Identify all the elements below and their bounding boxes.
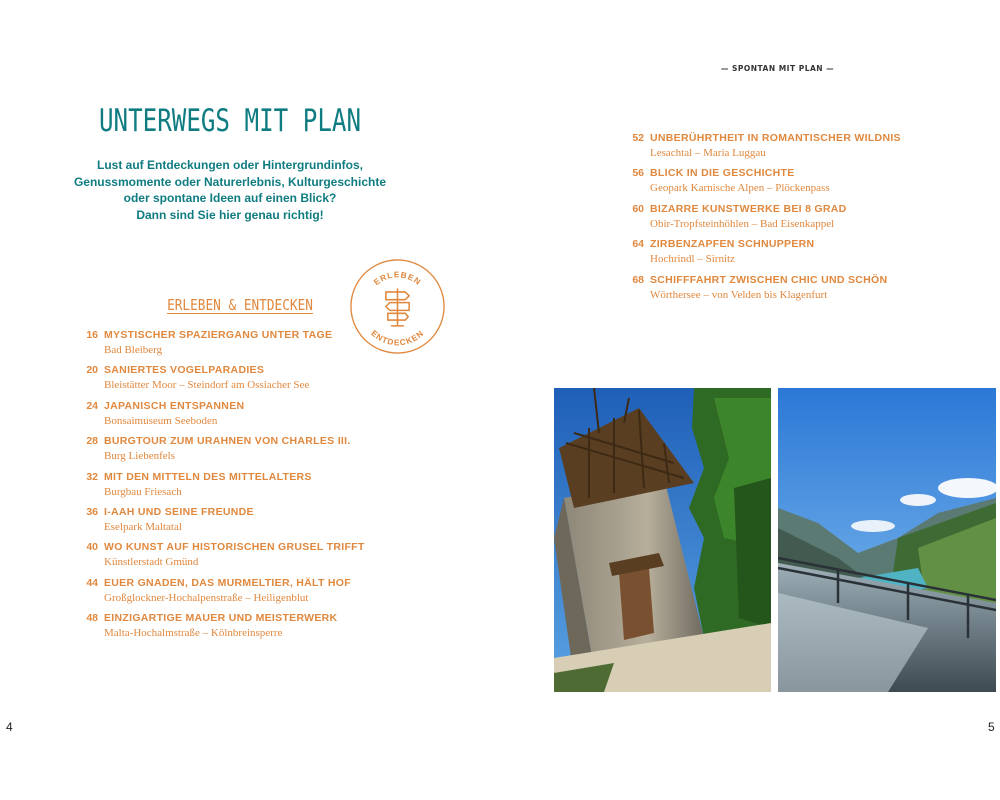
toc-title: SCHIFFFAHRT ZWISCHEN CHIC UND SCHÖN: [650, 273, 888, 286]
toc-title: SANIERTES VOGELPARADIES: [104, 364, 265, 377]
section-heading: ERLEBEN & ENTDECKEN: [167, 296, 313, 314]
toc-page-number: 60: [632, 202, 644, 215]
toc-right: [620, 131, 950, 308]
toc-page-number: 40: [86, 541, 98, 554]
toc-left: [74, 328, 394, 647]
running-head: — SPONTAN MIT PLAN —: [720, 64, 835, 73]
toc-location: Hochrindl – Sirnitz: [650, 253, 735, 266]
intro-line: oder spontane Ideen auf einen Blick?: [123, 191, 337, 205]
toc-title: BURGTOUR ZUM URAHNEN VON CHARLES III.: [104, 435, 351, 448]
toc-page-number: 52: [632, 132, 644, 144]
toc-page-number: 24: [86, 399, 98, 412]
toc-entry[interactable]: [74, 328, 394, 363]
toc-page-number: 68: [632, 273, 644, 286]
toc-entry[interactable]: [74, 434, 394, 469]
intro-text: [60, 157, 400, 223]
toc-page-number: 56: [632, 167, 644, 180]
toc-title: WO KUNST AUF HISTORISCHEN GRUSEL TRIFFT: [104, 541, 365, 554]
stamp-top-text: ERLEBEN: [372, 270, 423, 288]
toc-entry[interactable]: [620, 237, 950, 272]
toc-location: Burg Liebenfels: [104, 450, 175, 463]
toc-page-number: 48: [86, 612, 98, 625]
toc-title: BLICK IN DIE GESCHICHTE: [650, 167, 795, 180]
toc-entry[interactable]: [74, 505, 394, 540]
svg-text:ERLEBEN: [372, 270, 423, 287]
stamp-bottom-text: ENTDECKEN: [369, 328, 426, 348]
toc-location: Lesachtal – Maria Luggau: [650, 147, 766, 159]
page-number-right: 5: [988, 720, 995, 734]
toc-location: Burgbau Friesach: [104, 485, 182, 498]
toc-location: Malta-Hochalmstraße – Kölnbreinsperre: [104, 627, 283, 640]
toc-location: Eselpark Maltatal: [104, 520, 182, 533]
toc-title: EUER GNADEN, DAS MURMELTIER, HÄLT HOF: [104, 576, 351, 589]
toc-entry[interactable]: [74, 611, 394, 646]
toc-entry[interactable]: [620, 202, 950, 237]
signpost-icon: [386, 289, 409, 326]
tower-photo: [554, 388, 771, 692]
toc-entry[interactable]: [74, 363, 394, 398]
toc-entry[interactable]: [620, 273, 950, 308]
toc-page-number: 32: [86, 470, 98, 483]
page-title: UNTERWEGS MIT PLAN: [98, 103, 362, 139]
toc-page-number: 44: [86, 576, 98, 589]
toc-entry[interactable]: [74, 576, 394, 611]
toc-entry[interactable]: [620, 166, 950, 201]
toc-location: Bleistätter Moor – Steindorf am Ossiacher See: [104, 379, 310, 392]
toc-title: BIZARRE KUNSTWERKE BEI 8 GRAD: [650, 202, 847, 215]
toc-entry[interactable]: [74, 540, 394, 575]
toc-location: Bad Bleiberg: [104, 344, 163, 356]
toc-page-number: 36: [86, 505, 98, 518]
page-number-left: 4: [6, 720, 13, 734]
toc-entry[interactable]: [74, 399, 394, 434]
toc-location: Künstlerstadt Gmünd: [104, 556, 199, 569]
toc-title: UNBERÜHRTHEIT IN ROMANTISCHER WILDNIS: [650, 132, 901, 144]
toc-entry[interactable]: [74, 470, 394, 505]
toc-title: EINZIGARTIGE MAUER UND MEISTERWERK: [104, 612, 338, 625]
toc-title: I-AAH UND SEINE FREUNDE: [104, 505, 254, 518]
intro-line: Dann sind Sie hier genau richtig!: [136, 207, 324, 222]
toc-page-number: 16: [86, 329, 98, 341]
toc-location: Großglockner-Hochalpenstraße – Heiligenblut: [104, 591, 309, 604]
toc-location: Wörthersee – von Velden bis Klagenfurt: [650, 288, 828, 301]
skywalk-photo: [778, 388, 996, 692]
toc-location: Bonsaimuseum Seeboden: [104, 414, 218, 427]
toc-title: JAPANISCH ENTSPANNEN: [104, 399, 245, 412]
toc-title: MYSTISCHER SPAZIERGANG UNTER TAGE: [104, 329, 333, 341]
toc-page-number: 64: [632, 238, 644, 251]
intro-line: Genussmomente oder Naturerlebnis, Kulturgeschichte: [73, 174, 387, 189]
toc-page-number: 20: [86, 364, 98, 377]
intro-line: Lust auf Entdeckungen oder Hintergrundinfos,: [96, 158, 363, 172]
toc-title: ZIRBENZAPFEN SCHNUPPERN: [650, 238, 815, 251]
toc-location: Geopark Karnische Alpen – Plöckenpass: [650, 182, 830, 195]
toc-entry[interactable]: [620, 131, 950, 166]
toc-location: Obir-Tropfsteinhöhlen – Bad Eisenkappel: [650, 217, 835, 230]
toc-page-number: 28: [86, 435, 98, 448]
toc-title: MIT DEN MITTELN DES MITTELALTERS: [104, 470, 312, 483]
